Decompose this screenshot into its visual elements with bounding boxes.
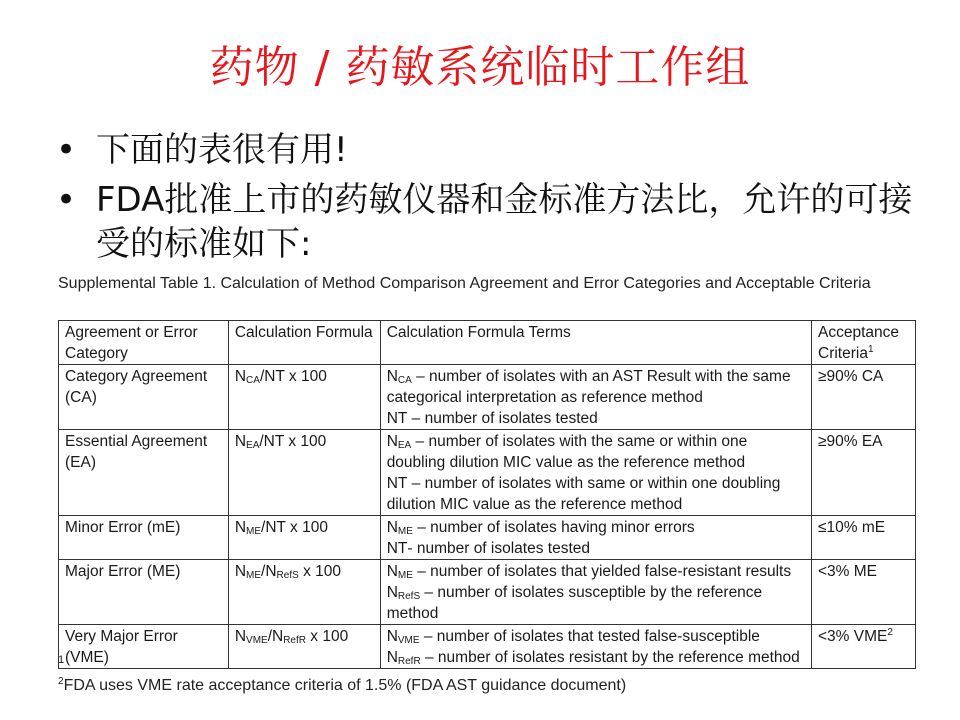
table-row bbox=[59, 625, 916, 669]
formula-rest: x 100 bbox=[298, 563, 341, 580]
table-row bbox=[59, 560, 916, 625]
term-symbol: NT bbox=[386, 540, 408, 557]
term-symbol: NT bbox=[386, 410, 408, 427]
criteria-text: <3% VME bbox=[818, 628, 888, 645]
footnote-2-marker: 2 bbox=[58, 676, 64, 687]
bullet-marker: • bbox=[56, 130, 77, 170]
term-definition bbox=[387, 582, 805, 624]
formula-subscript: CA bbox=[246, 375, 260, 386]
cell-terms bbox=[380, 516, 811, 560]
term-definition bbox=[387, 408, 805, 429]
criteria-text: ≤10% mE bbox=[818, 519, 886, 536]
formula-subscript: EA bbox=[246, 440, 260, 451]
cell-formula bbox=[228, 365, 380, 430]
formula-symbol: N bbox=[234, 368, 247, 385]
formula-subscript: RefR bbox=[283, 635, 306, 646]
term-text: – number of isolates susceptible by the reference method bbox=[386, 584, 763, 622]
cell-formula bbox=[228, 625, 380, 669]
formula-subscript: RefS bbox=[276, 570, 299, 581]
header-criteria bbox=[812, 321, 916, 365]
term-text: – number of isolates tested bbox=[407, 410, 598, 427]
cell-terms bbox=[380, 560, 811, 625]
term-text: – number of isolates that yielded false-resistant results bbox=[412, 563, 792, 580]
term-subscript: ME bbox=[397, 526, 413, 537]
footnote-2-text: FDA uses VME rate acceptance criteria of 1.5% (FDA AST guidance document) bbox=[63, 677, 627, 694]
cell-formula bbox=[228, 560, 380, 625]
formula-subscript: ME bbox=[246, 570, 262, 581]
formula-rest: /NT x 100 bbox=[259, 433, 327, 450]
bullet-item bbox=[56, 178, 916, 266]
formula-subscript: ME bbox=[246, 526, 262, 537]
cell-category: Category Agreement (CA) bbox=[59, 365, 229, 430]
term-definition bbox=[387, 561, 805, 582]
term-text: – number of isolates resistant by the reference method bbox=[420, 649, 800, 666]
criteria-text: ≥90% CA bbox=[818, 368, 884, 385]
term-subscript: EA bbox=[397, 440, 412, 451]
term-text: – number of isolates that tested false-susceptible bbox=[419, 628, 760, 645]
term-symbol: N bbox=[386, 563, 398, 580]
formula-rest: x 100 bbox=[306, 628, 349, 645]
term-symbol: N bbox=[386, 433, 398, 450]
cell-formula bbox=[228, 516, 380, 560]
term-definition bbox=[387, 538, 805, 559]
cell-criteria bbox=[812, 430, 916, 516]
bullet-list bbox=[56, 128, 916, 272]
term-symbol: N bbox=[386, 519, 398, 536]
cell-terms bbox=[380, 625, 811, 669]
term-definition bbox=[387, 473, 805, 515]
term-symbol: N bbox=[386, 368, 398, 385]
formula-symbol: N bbox=[234, 433, 247, 450]
table-row bbox=[59, 430, 916, 516]
formula-divisor: /N bbox=[261, 563, 277, 580]
term-text: – number of isolates with the same or within one doubling dilution MIC value as the reference method bbox=[386, 433, 748, 471]
bullet-text: 下面的表很有用! bbox=[96, 130, 348, 170]
footnote-ref: 1 bbox=[867, 344, 874, 355]
term-symbol: N bbox=[386, 649, 398, 666]
formula-rest: /NT x 100 bbox=[261, 519, 328, 536]
bullet-text: FDA批准上市的药敏仪器和金标准方法比，允许的可接受的标准如下: bbox=[96, 180, 913, 264]
cell-criteria bbox=[812, 560, 916, 625]
cell-category: Major Error (ME) bbox=[59, 560, 229, 625]
header-criteria-text: Acceptance Criteria bbox=[818, 324, 899, 362]
cell-criteria bbox=[812, 516, 916, 560]
cell-terms bbox=[380, 430, 811, 516]
formula-symbol: N bbox=[234, 563, 247, 580]
table-caption: Supplemental Table 1. Calculation of Method Comparison Agreement and Error Categories and Acceptable Criteria bbox=[58, 275, 871, 292]
term-definition bbox=[387, 366, 805, 408]
formula-symbol: N bbox=[234, 519, 247, 536]
cell-category: Very Major Error (VME) bbox=[59, 625, 229, 669]
term-definition bbox=[387, 431, 805, 473]
term-subscript: VME bbox=[397, 635, 420, 646]
term-definition bbox=[387, 626, 805, 647]
footnote-ref: 2 bbox=[887, 627, 893, 638]
cell-category: Essential Agreement (EA) bbox=[59, 430, 229, 516]
term-definition bbox=[387, 517, 805, 538]
term-text: - number of isolates tested bbox=[407, 540, 591, 557]
table-header-row bbox=[59, 321, 916, 365]
bullet-item bbox=[56, 128, 916, 172]
term-subscript: RefS bbox=[397, 591, 421, 602]
comparison-table bbox=[58, 320, 916, 669]
table-row bbox=[59, 516, 916, 560]
term-symbol: N bbox=[386, 584, 398, 601]
header-terms: Calculation Formula Terms bbox=[380, 321, 811, 365]
formula-rest: /NT x 100 bbox=[259, 368, 327, 385]
term-symbol: NT bbox=[386, 475, 408, 492]
bullet-marker: • bbox=[56, 180, 77, 220]
table-row bbox=[59, 365, 916, 430]
formula-subscript: VME bbox=[246, 635, 268, 646]
footnote-1: 1 bbox=[58, 654, 65, 666]
cell-criteria bbox=[812, 625, 916, 669]
cell-category: Minor Error (mE) bbox=[59, 516, 229, 560]
criteria-text: ≥90% EA bbox=[818, 433, 883, 450]
cell-criteria bbox=[812, 365, 916, 430]
term-subscript: RefR bbox=[397, 656, 421, 667]
term-subscript: ME bbox=[397, 570, 413, 581]
header-category: Agreement or Error Category bbox=[59, 321, 229, 365]
cell-terms bbox=[380, 365, 811, 430]
term-text: – number of isolates with same or within one doubling dilution MIC value as the reference method bbox=[386, 475, 781, 513]
term-subscript: CA bbox=[397, 375, 412, 386]
formula-divisor: /N bbox=[267, 628, 284, 645]
term-text: – number of isolates with an AST Result with the same categorical interpretation as reference method bbox=[386, 368, 791, 406]
header-formula: Calculation Formula bbox=[228, 321, 380, 365]
term-definition bbox=[387, 647, 805, 668]
term-text: – number of isolates having minor errors bbox=[412, 519, 695, 536]
slide-title: 药物 / 药敏系统临时工作组 bbox=[209, 42, 751, 93]
criteria-text: <3% ME bbox=[818, 563, 878, 580]
cell-formula bbox=[228, 430, 380, 516]
term-symbol: N bbox=[386, 628, 398, 645]
footnote-2 bbox=[58, 677, 626, 695]
formula-symbol: N bbox=[234, 628, 247, 645]
